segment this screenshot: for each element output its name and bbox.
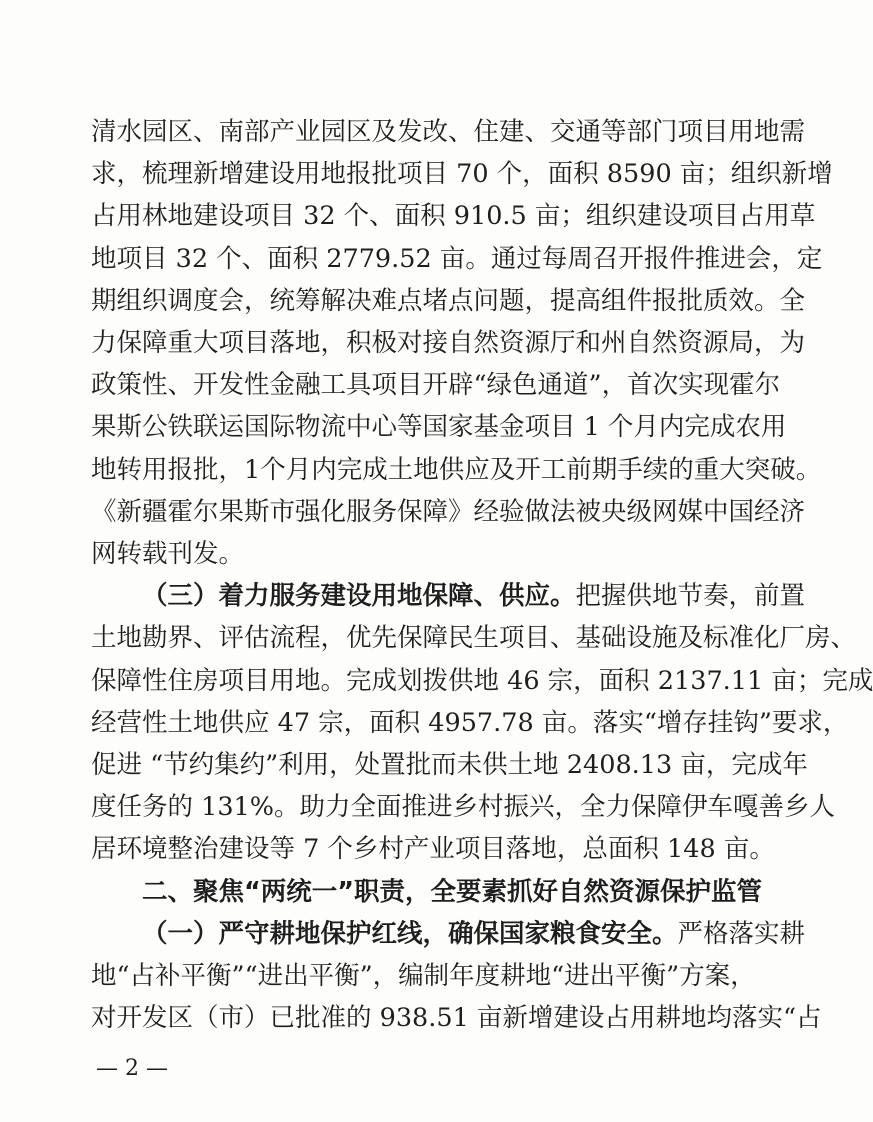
section-3-first-line-text: 把握供地节奏，前置 (575, 581, 806, 612)
text-line: 地项目 32 个、面积 2779.52 亩。通过每周召开报件推进会，定 (91, 243, 823, 274)
section-1-title: （一）严守耕地保护红线，确保国家粮食安全。 (142, 918, 678, 949)
text-line: 地“占补平衡”“进出平衡”，编制年度耕地“进出平衡”方案， (91, 961, 756, 991)
section-1-first-line-text: 严格落实耕 (677, 918, 806, 949)
text-line: 《新疆霍尔果斯市强化服务保障》经验做法被央级网媒中国经济 (91, 496, 806, 527)
text-line: 对开发区（市）已批准的 938.51 亩新增建设占用耕地均落实“占 (91, 1003, 822, 1034)
section-3-first-line (142, 576, 806, 616)
chapter-2-heading: 二、聚焦“两统一”职责，全要素抓好自然资源保护监管 (142, 876, 763, 907)
section-1-first-line (142, 914, 806, 954)
text-line: 占用林地建设项目 32 个、面积 910.5 亩；组织建设项目占用草 (91, 201, 816, 232)
text-line: 地转用报批，1个月内完成土地供应及开工前期手续的重大突破。 (91, 454, 822, 485)
text-line: 果斯公铁联运国际物流中心等国家基金项目 1 个月内完成农用 (91, 412, 787, 443)
page-number: — 2 — (96, 1056, 168, 1081)
text-line: 居环境整治建设等 7 个乡村产业项目落地，总面积 148 亩。 (91, 834, 775, 865)
text-line: 网转载刊发。 (91, 539, 245, 569)
text-line: 促进 “节约集约”利用，处置批而未供土地 2408.13 亩，完成年 (91, 750, 808, 780)
text-line: 政策性、开发性金融工具项目开辟“绿色通道”，首次实现霍尔 (91, 370, 781, 401)
text-line: 期组织调度会，统筹解决难点堵点问题，提高组件报批质效。全 (91, 285, 806, 316)
text-line: 求，梳理新增建设用地报批项目 70 个，面积 8590 亩；组织新增 (91, 159, 833, 190)
text-line: 经营性土地供应 47 宗，面积 4957.78 亩。落实“增存挂钩”要求， (91, 707, 849, 738)
text-line: 清水园区、南部产业园区及发改、住建、交通等部门项目用地需 (91, 117, 806, 147)
text-line: 土地勘界、评估流程，优先保障民生项目、基础设施及标准化厂房、 (91, 623, 857, 654)
text-line: 保障性住房项目用地。完成划拨供地 46 宗，面积 2137.11 亩；完成 (91, 665, 873, 696)
text-line: 力保障重大项目落地，积极对接自然资源厅和州自然资源局，为 (91, 328, 806, 358)
text-line: 度任务的 131%。助力全面推进乡村振兴，全力保障伊车嘎善乡人 (91, 792, 836, 823)
section-3-title: （三）着力服务建设用地保障、供应。 (142, 581, 576, 612)
